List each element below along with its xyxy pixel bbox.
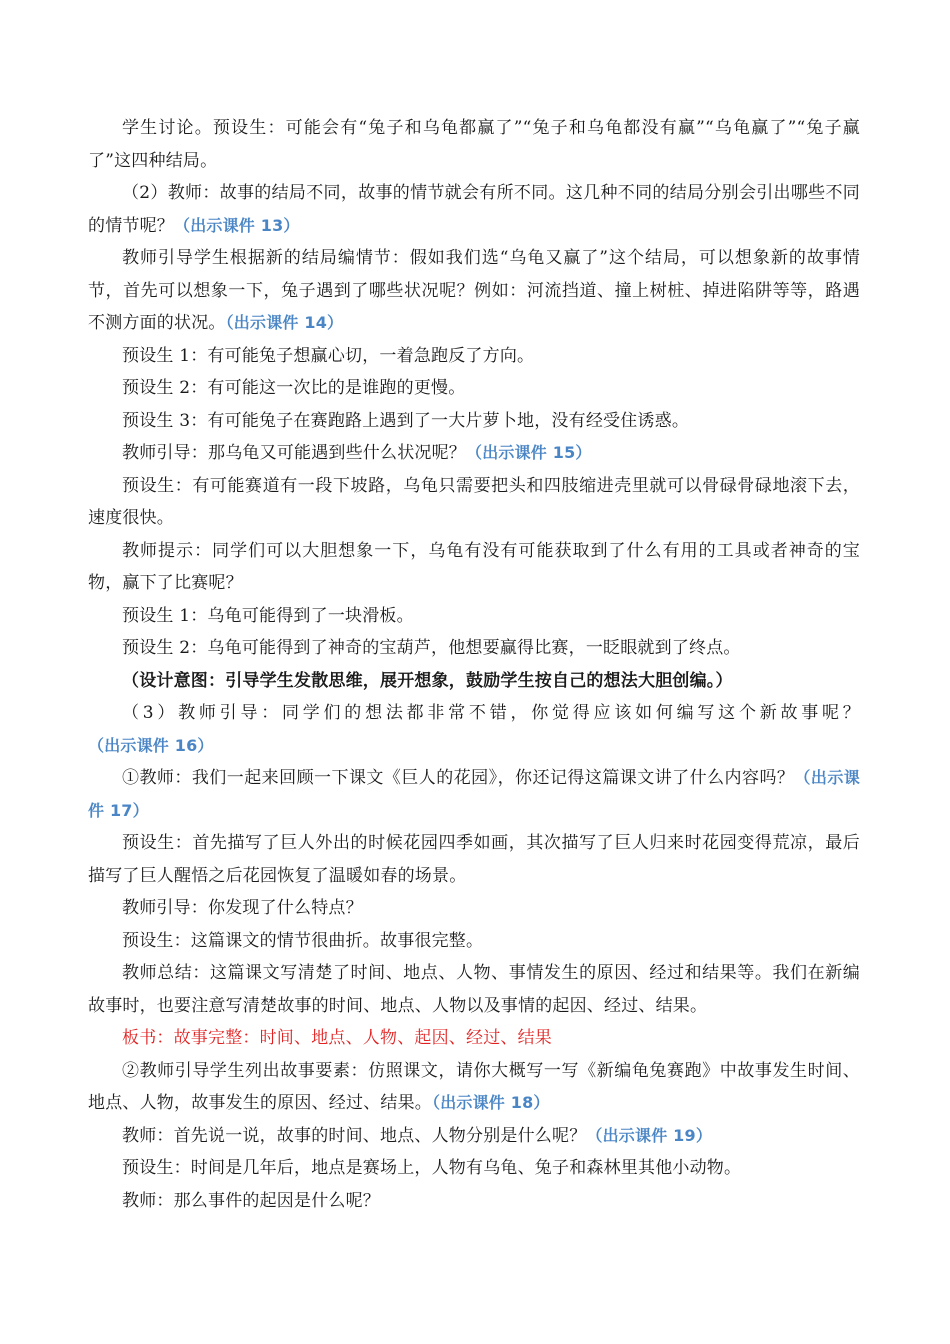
paragraph: 教师总结：这篇课文写清楚了时间、地点、人物、事情发生的原因、经过和结果等。我们在新编故事时，也要注意写清楚故事的时间、地点、人物以及事情的起因、经过、结果。: [88, 963, 860, 1016]
board-note: 板书：故事完整：时间、地点、人物、起因、经过、结果: [122, 1028, 552, 1048]
paragraph: 预设生：首先描写了巨人外出的时候花园四季如画，其次描写了巨人归来时花园变得荒凉，最后描写了巨人醒悟之后花园恢复了温暖如春的场景。: [88, 833, 860, 886]
paragraph: 预设生：这篇课文的情节很曲折。故事很完整。: [122, 930, 484, 951]
paragraph: 预设生 1：有可能兔子想赢心切，一着急跑反了方向。: [122, 345, 535, 366]
paragraph: 教师提示：同学们可以大胆想象一下，乌龟有没有可能获取到了什么有用的工具或者神奇的宝物，赢下了比赛呢？: [88, 540, 860, 593]
paragraph: 教师：那么事件的起因是什么呢？: [122, 1190, 380, 1211]
paragraph: 预设生：有可能赛道有一段下坡路，乌龟只需要把头和四肢缩进壳里就可以骨碌骨碌地滚下去，速度很快。: [88, 475, 860, 528]
courseware-note: （出示课件 14）: [225, 313, 344, 332]
paragraph: 教师引导：那乌龟又可能遇到些什么状况呢？（出示课件 15）: [122, 443, 592, 463]
paragraph: 预设生 1：乌龟可能得到了一块滑板。: [122, 605, 414, 626]
paragraph: 预设生 2：有可能这一次比的是谁跑的更慢。: [122, 378, 466, 398]
paragraph: （3）教师引导：同学们的想法都非常不错，你觉得应该如何编写这个新故事呢？（出示课件 16）: [88, 703, 860, 755]
paragraph: 预设生：时间是几年后，地点是赛场上，人物有乌龟、兔子和森林里其他小动物。: [122, 1158, 742, 1178]
courseware-note: （出示课件 16）: [88, 735, 214, 755]
design-intent: （设计意图：引导学生发散思维，展开想象，鼓励学生按自己的想法大胆创编。）: [122, 670, 733, 691]
paragraph: 教师引导学生根据新的结局编情节：假如我们选“乌龟又赢了”这个结局，可以想象新的故事情节，首先可以想象一下，兔子遇到了哪些状况呢？例如：河流挡道、撞上树桩、掉进陷阱等等，路遇不测方面的状况。（出示课件 14）: [88, 248, 860, 333]
paragraph: （2）教师：故事的结局不同，故事的情节就会有所不同。这几种不同的结局分别会引出哪些不同的情节呢？（出示课件 13）: [88, 183, 860, 236]
paragraph: 教师引导：你发现了什么特点？: [122, 898, 363, 918]
paragraph: ①教师：我们一起来回顾一下课文《巨人的花园》，你还记得这篇课文讲了什么内容吗？（出示课件 17）: [88, 768, 860, 820]
paragraph: 学生讨论。预设生：可能会有“兔子和乌龟都赢了”“兔子和乌龟都没有赢”“乌龟赢了”“兔子赢了”这四种结局。: [88, 118, 860, 171]
courseware-note: （出示课件 19）: [586, 1125, 713, 1145]
document-body: [88, 112, 860, 1217]
courseware-note: （出示课件 13）: [174, 215, 300, 235]
paragraph: 教师：首先说一说，故事的时间、地点、人物分别是什么呢？（出示课件 19）: [122, 1125, 713, 1146]
courseware-note: （出示课件 17）: [88, 768, 860, 820]
paragraph: ②教师引导学生列出故事要素：仿照课文，请你大概写一写《新编龟兔赛跑》中故事发生时间、地点、人物，故事发生的原因、经过、结果。（出示课件 18）: [88, 1060, 860, 1113]
paragraph: 预设生 2：乌龟可能得到了神奇的宝葫芦，他想要赢得比赛，一眨眼就到了终点。: [122, 638, 741, 658]
courseware-note: （出示课件 18）: [432, 1093, 550, 1112]
courseware-note: （出示课件 15）: [466, 443, 592, 462]
paragraph: 预设生 3：有可能兔子在赛跑路上遇到了一大片萝卜地，没有经受住诱惑。: [122, 410, 690, 431]
